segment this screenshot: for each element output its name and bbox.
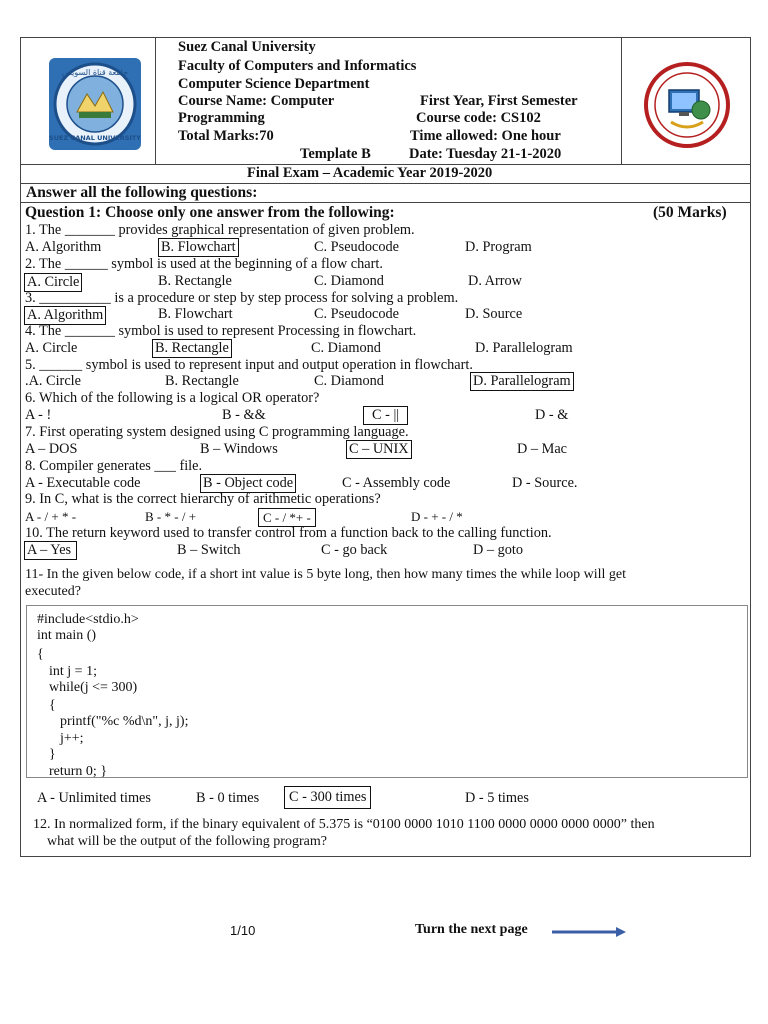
question-text: 1. The _______ provides graphical representation of given problem. — [25, 222, 415, 238]
option-b-selected: B. Rectangle — [152, 339, 232, 358]
option-b: B - 0 times — [196, 790, 260, 806]
option-d: D – Mac — [517, 441, 568, 457]
instruction-divider — [21, 202, 750, 203]
question-text: 6. Which of the following is a logical OR operator? — [25, 390, 320, 406]
course-name-line2: Programming — [178, 110, 265, 126]
total-marks: Total Marks:70 — [178, 128, 274, 144]
option-c-selected: C - / *+ - — [258, 508, 316, 527]
option-a-selected: A. Algorithm — [24, 306, 106, 325]
option-b-selected: B. Flowchart — [158, 238, 239, 257]
option-c: C - go back — [321, 542, 388, 558]
arrow-right-icon — [550, 925, 628, 939]
page-number: 1/10 — [230, 923, 256, 938]
option-c: C. Diamond — [314, 273, 384, 289]
university-logo — [44, 54, 146, 154]
option-b: B - && — [222, 407, 266, 423]
option-a-selected: A – Yes — [24, 541, 77, 560]
option-d: D. Program — [465, 239, 532, 255]
option-b: B - * - / + — [145, 509, 197, 524]
option-c: C. Pseudocode — [314, 306, 399, 322]
exam-date: Date: Tuesday 21-1-2020 — [409, 146, 562, 162]
question1-title: Question 1: Choose only one answer from the following: — [25, 204, 395, 221]
option-d: D – goto — [473, 542, 524, 558]
option-b: B. Rectangle — [165, 373, 239, 389]
option-c-selected: C - || — [363, 406, 408, 425]
code-line: while(j <= 300) — [49, 680, 138, 695]
header-divider-left — [155, 38, 156, 164]
option-c-selected: C – UNIX — [346, 440, 412, 459]
code-line: return 0; } — [49, 764, 108, 779]
code-line: #include<stdio.h> — [37, 612, 139, 627]
course-name-line1: Course Name: Computer — [178, 93, 335, 109]
option-d: D. Arrow — [468, 273, 523, 289]
option-b: B. Flowchart — [158, 306, 233, 322]
option-a-selected: A. Circle — [24, 273, 82, 292]
time-allowed: Time allowed: One hour — [410, 128, 561, 144]
code-line: printf("%c %d\n", j, j); — [60, 714, 189, 729]
code-line: { — [49, 698, 56, 713]
question12-text-line1: 12. In normalized form, if the binary equivalent of 5.375 is “0100 0000 1010 1100 0000 0000 0000 0000” then — [33, 817, 655, 832]
university-name: Suez Canal University — [178, 39, 316, 55]
year-semester: First Year, First Semester — [420, 93, 578, 109]
question-text: 2. The ______ symbol is used at the beginning of a flow chart. — [25, 256, 383, 272]
option-a: A. Circle — [25, 340, 78, 356]
faculty-logo — [641, 62, 733, 148]
question11-text-line1: 11- In the given below code, if a short int value is 5 byte long, then how many times the while loop will get — [25, 567, 626, 582]
header-divider-right — [621, 38, 622, 164]
option-a: A - Unlimited times — [37, 790, 151, 806]
option-c: C. Diamond — [314, 373, 384, 389]
code-line: int main () — [37, 628, 97, 643]
option-d: D. Parallelogram — [475, 340, 573, 356]
option-b-selected: B - Object code — [200, 474, 296, 493]
code-block — [26, 605, 748, 778]
option-b: B – Switch — [177, 542, 241, 558]
logo-arabic-text: جامعة قناة السويس — [61, 68, 129, 77]
option-c: C. Pseudocode — [314, 239, 399, 255]
option-a: .A. Circle — [25, 373, 81, 389]
option-b: B – Windows — [200, 441, 278, 457]
option-a: A - ! — [25, 407, 52, 423]
instruction: Answer all the following questions: — [26, 184, 258, 201]
option-d-selected: D. Parallelogram — [470, 372, 574, 391]
question-text: 3. __________ is a procedure or step by step process for solving a problem. — [25, 290, 459, 306]
option-c-selected: C - 300 times — [284, 786, 371, 809]
course-code: Course code: CS102 — [416, 110, 541, 126]
question-text: 5. ______ symbol is used to represent input and output operation in flowchart. — [25, 357, 473, 373]
option-d: D. Source — [465, 306, 523, 322]
option-d: D - & — [535, 407, 569, 423]
option-d: D - Source. — [512, 475, 578, 491]
option-c: C. Diamond — [311, 340, 381, 356]
question-text: 10. The return keyword used to transfer control from a function back to the calling function. — [25, 525, 552, 541]
question1-marks: (50 Marks) — [653, 204, 727, 221]
option-a: A - / + * - — [25, 509, 77, 524]
template-label: Template B — [300, 146, 371, 162]
department-name: Computer Science Department — [178, 76, 370, 92]
question11-text-line2: executed? — [25, 584, 81, 599]
code-line: int j = 1; — [49, 664, 97, 679]
faculty-name: Faculty of Computers and Informatics — [178, 58, 417, 74]
question-text: 4. The _______ symbol is used to represent Processing in flowchart. — [25, 323, 417, 339]
option-a: A – DOS — [25, 441, 78, 457]
question-text: 7. First operating system designed using C programming language. — [25, 424, 409, 440]
option-d: D - + - / * — [411, 509, 463, 524]
question-text: 9. In C, what is the correct hierarchy of arithmetic operations? — [25, 491, 381, 507]
option-a: A - Executable code — [25, 475, 141, 491]
code-line: } — [49, 747, 56, 762]
question-text: 8. Compiler generates ___ file. — [25, 458, 203, 474]
option-b: B. Rectangle — [158, 273, 232, 289]
question12-text-line2: what will be the output of the following program? — [47, 834, 327, 849]
logo-english-text: SUEZ CANAL UNIVERSITY — [49, 134, 141, 142]
exam-header — [21, 38, 750, 165]
exam-title: Final Exam – Academic Year 2019-2020 — [247, 165, 493, 181]
option-d: D - 5 times — [465, 790, 529, 806]
option-c: C - Assembly code — [342, 475, 451, 491]
turn-page-text: Turn the next page — [415, 922, 528, 937]
option-a: A. Algorithm — [25, 239, 102, 255]
code-line: j++; — [60, 731, 84, 746]
code-line: { — [37, 647, 44, 662]
